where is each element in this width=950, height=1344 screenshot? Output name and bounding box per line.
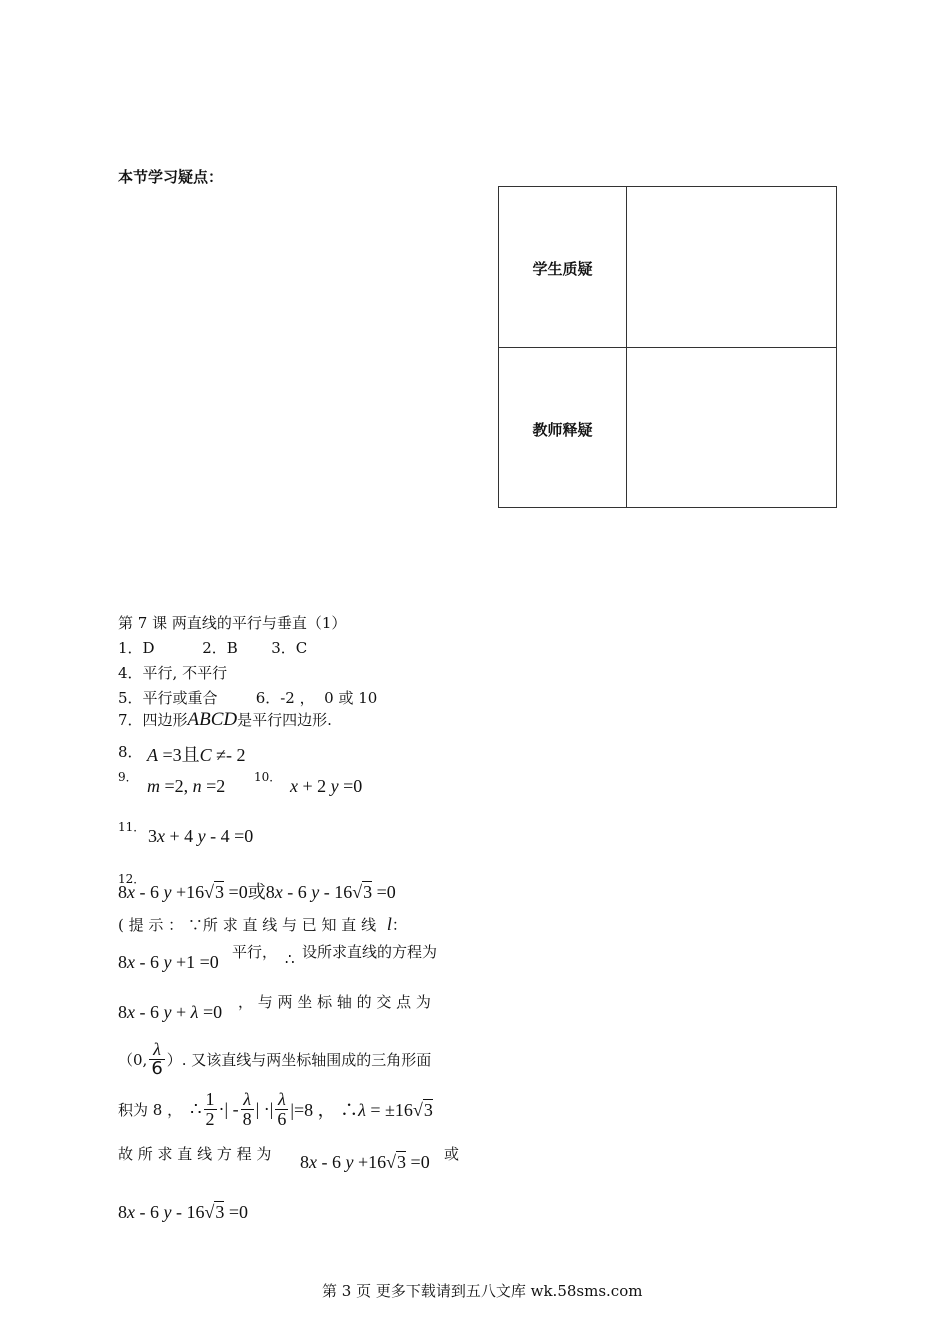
answer-8-formula: A =3且C ≠- 2	[147, 745, 246, 765]
teacher-answer-label: 教师释疑	[532, 421, 593, 439]
answer-12-number: 12．	[118, 872, 146, 886]
hint-1-text: ( 提 示 ： ∵所 求 直 线 与 已 知 直 线	[118, 916, 377, 934]
therefore-icon: ∴	[285, 950, 295, 968]
hint-line-1	[118, 914, 407, 935]
answer-10-formula: x + 2 y =0	[290, 776, 363, 796]
hint-4-close: ）. 又该直线与两坐标轴围成的三角形面	[166, 1050, 432, 1069]
hint-line-5: 积为 8 ， ∴ $\frac{1}{2}$ ·| - $\frac{\lambda}{8}$ | ·| $\frac{\lambda}{6}$ |=8 ， ∴λ = ±16√3	[118, 1089, 433, 1129]
answer-10-number: 10．	[254, 770, 282, 784]
answer-line-4: 4．平行, 不平行	[118, 664, 228, 682]
section-heading: 本节学习疑点：	[118, 168, 224, 186]
answer-7-prefix: 7．四边形	[118, 711, 188, 729]
final-formula: 8x - 6 y - 16√3 =0	[118, 1202, 249, 1222]
answers-title: 第 7 课 两直线的平行与垂直（1）	[118, 614, 347, 632]
hint-6-text: 故 所 求 直 线 方 程 为	[118, 1145, 272, 1163]
hint-2b-text: 设所求直线的方程为	[302, 943, 438, 961]
answer-9-number: 9．	[118, 770, 138, 784]
hint-2-formula: 8x - 6 y +1 =0	[118, 952, 219, 972]
answer-line-1: 1．D 2．B 3．C	[118, 639, 308, 657]
student-question-label: 学生质疑	[532, 260, 593, 278]
hint-6-formula: 8x - 6 y +16√3 =0	[300, 1152, 430, 1172]
hint-1-end: ：	[391, 916, 407, 934]
answer-11-number: 11．	[118, 820, 146, 834]
table-divider-horizontal	[499, 347, 836, 348]
hint-5-text: 积为 8 ，	[118, 1100, 183, 1119]
answer-line-7	[118, 709, 332, 731]
hint-line-4	[118, 1040, 431, 1079]
hint-line-6	[118, 1143, 271, 1164]
answer-7-suffix: 是平行四边形.	[237, 711, 332, 729]
lambda-over-6: $\frac{\lambda}{6}$	[151, 1039, 163, 1079]
answer-9-formula: m =2, n =2	[147, 776, 226, 796]
hint-3-text: ， 与 两 坐 标 轴 的 交 点 为	[238, 993, 431, 1011]
answer-line-5: 5．平行或重合 6．-2 ， 0 或 10	[118, 689, 378, 707]
hint-6-or: 或	[444, 1145, 460, 1163]
hint-3-formula: 8x - 6 y + λ =0	[118, 1002, 223, 1022]
answer-8-number: 8．	[118, 743, 143, 761]
qa-table	[498, 186, 837, 508]
answer-12-formula: 8x - 6 y +16√3 =0或8x - 6 y - 16√3 =0	[118, 882, 396, 902]
hint-1-var: l	[386, 914, 392, 934]
hint-2-text: 平行，	[232, 943, 278, 961]
answer-11-formula: 3x + 4 y - 4 =0	[148, 826, 254, 846]
page-footer: 第 3 页 更多下载请到五八文库 wk.58sms.com	[322, 1282, 643, 1300]
hint-4-open: （0,	[118, 1050, 148, 1069]
answer-7-var: ABCD	[187, 709, 238, 730]
